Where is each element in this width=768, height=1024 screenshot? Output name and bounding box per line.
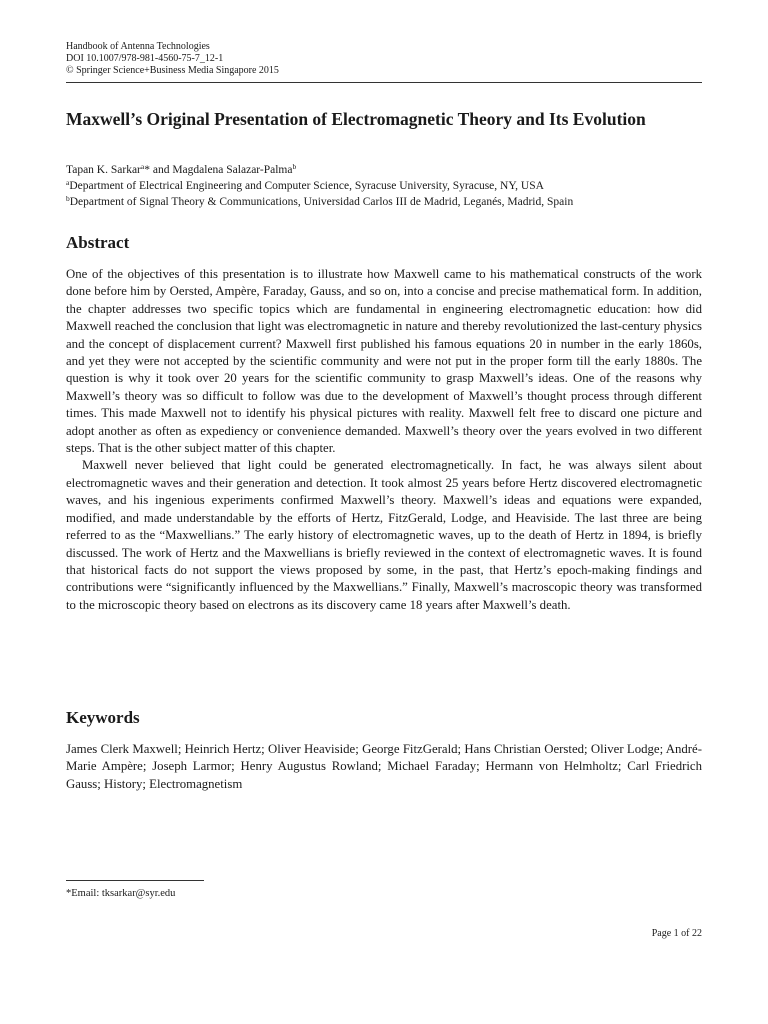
- affiliation-mark: a: [66, 178, 70, 187]
- header-book-title: Handbook of Antenna Technologies: [66, 41, 210, 52]
- keywords-heading: Keywords: [66, 708, 140, 727]
- header-copyright: © Springer Science+Business Media Singapore 2015: [66, 65, 279, 76]
- affiliation-text: Department of Electrical Engineering and Computer Science, Syracuse University, Syracuse, NY, USA: [69, 180, 544, 192]
- abstract-paragraph-2: Maxwell never believed that light could be generated electromagnetically. In fact, he was always silent about electromagnetic waves and their generation and detection. It took almost 25 years before Hertz discovered electromagnetic waves, and his ingenious experiments confirmed Maxwell’s theory. Maxwell’s ideas and equations were expanded, modified, and made understandable by the efforts of Hertz, FitzGerald, Lodge, and Heaviside. The last three are being referred to as the “Maxwellians.” The early history of electromagnetic waves, up to the death of Hertz in 1894, is briefly discussed. The work of Hertz and the Maxwellians is briefly reviewed in the context of electromagnetic waves. It is found that historical facts do not support the views proposed by some, in the past, that Hertz’s epoch-making findings and contributions were “significantly influenced by the Maxwellians.” Finally, Maxwell’s macroscopic theory was transformed to the microscopic theory based on electrons as its discovery came 18 years after Maxwell’s death.: [66, 458, 702, 612]
- affiliation-mark: b: [292, 162, 297, 171]
- keywords-body: [66, 741, 702, 793]
- paper-page: [66, 0, 702, 1024]
- page-number: Page 1 of 22: [651, 928, 702, 939]
- corresponding-mark: *: [144, 164, 150, 176]
- abstract-paragraph-1: One of the objectives of this presentation is to illustrate how Maxwell came to his mathematical constructs of the work done before him by Oersted, Ampère, Faraday, Gauss, and so on, into a concise and precise mathematical form. In addition, the chapter addresses two specific topics which are fundamental in engineering electromagnetic education: how did Maxwell reached the conclusion that light was electromagnetic in nature and thereby revolutionized the last-century physics and the concept of displacement current? Maxwell first published his famous equations 20 in number in the early 1860s, and yet they were not accepted by the scientific community and were not put in the proper form till the early 1880s. The question is why it took over 20 years for the scientific community to grasp Maxwell’s ideas. One of the reasons why Maxwell’s theory was so difficult to follow was due to the development of Maxwell’s thought process through different times. This made Maxwell not to identify his physical pictures with reality. Maxwell felt free to discard one picture and adopt another as often as expediency or convenience demanded. Maxwell’s theory over the years evolved in two different steps. That is the other subject matter of this chapter.: [66, 267, 702, 456]
- paper-title: Maxwell’s Original Presentation of Electromagnetic Theory and Its Evolution: [66, 109, 646, 129]
- author-name: Magdalena Salazar-Palma: [172, 164, 293, 176]
- affiliation-a: [66, 179, 706, 193]
- affiliation-b: [66, 195, 706, 209]
- header-doi: DOI 10.1007/978-981-4560-75-7_12-1: [66, 53, 224, 64]
- header-divider: [66, 82, 702, 83]
- footnote-divider: [66, 880, 204, 881]
- affiliation-mark: b: [66, 194, 70, 203]
- keywords-text: James Clerk Maxwell; Heinrich Hertz; Oliver Heaviside; George FitzGerald; Hans Christian Oersted; Oliver Lodge; André-Marie Ampère; Joseph Larmor; Henry Augustus Rowland; Michael Faraday; Hermann von Helmholtz; Carl Friedrich Gauss; History; Electromagnetism: [66, 742, 702, 791]
- author-conjunction: and: [149, 164, 173, 176]
- abstract-body: [66, 266, 702, 614]
- affiliation-text: Department of Signal Theory & Communications, Universidad Carlos III de Madrid, Leganés, Madrid, Spain: [69, 196, 574, 208]
- running-header: [66, 41, 279, 77]
- author-line: [66, 163, 296, 177]
- abstract-heading: Abstract: [66, 233, 130, 252]
- author-name: Tapan K. Sarkar: [66, 164, 141, 176]
- footnote-email: *Email: tksarkar@syr.edu: [66, 888, 176, 899]
- affiliation-mark: a: [140, 162, 145, 171]
